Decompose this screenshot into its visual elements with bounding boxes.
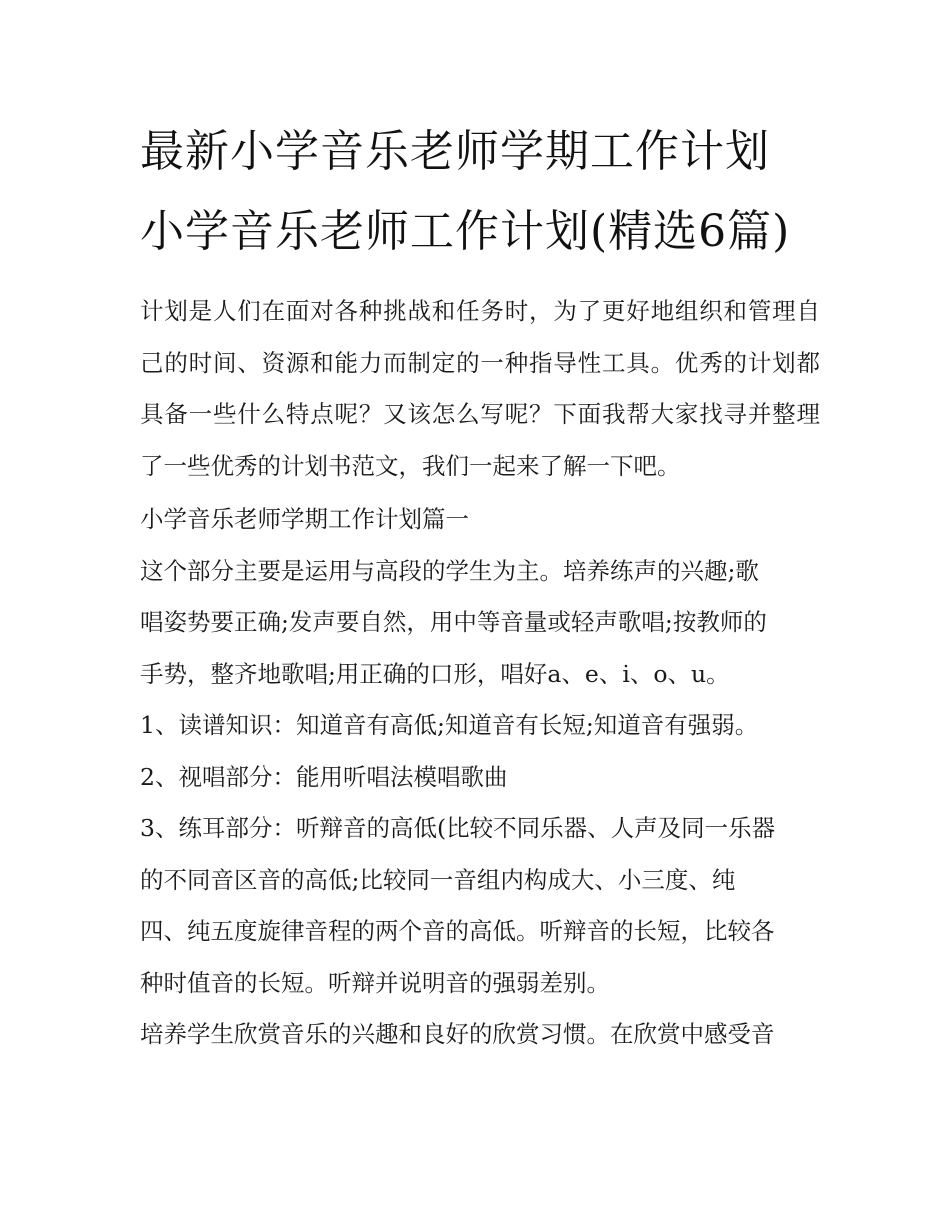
body-line: 四、纯五度旋律音程的两个音的高低。听辩音的长短，比较各 — [140, 917, 775, 945]
document-page — [140, 112, 820, 1061]
body-line: 的不同音区音的高低;比较同一音组内构成大、小三度、纯 — [140, 865, 736, 894]
section-heading: 小学音乐老师学期工作计划篇一 — [140, 505, 469, 533]
body-line: 手势，整齐地歌唱;用正确的口形，唱好a、e、i、o、u。 — [140, 659, 730, 688]
intro-paragraph: 计划是人们在面对各种挑战和任务时，为了更好地组织和管理自己的时间、资源和能力而制定的一种指导性工具。优秀的计划都具备一些什么特点呢？又该怎么写呢？下面我帮大家找寻并整理了一些优秀的计划书范文，我们一起来了解一下吧。 — [140, 297, 820, 480]
list-item-reading: 1、读谱知识：知道音有高低;知道音有长短;知道音有强弱。 — [140, 711, 759, 739]
body-line: 培养学生欣赏音乐的兴趣和良好的欣赏习惯。在欣赏中感受音 — [140, 1020, 775, 1048]
list-item-sight-singing: 2、视唱部分：能用听唱法模唱歌曲 — [140, 762, 508, 791]
body-line: 唱姿势要正确;发声要自然，用中等音量或轻声歌唱;按教师的 — [140, 608, 767, 636]
document-title: 最新小学音乐老师学期工作计划 小学音乐老师工作计划(精选6篇) — [140, 126, 791, 257]
list-item-ear-training: 3、练耳部分：听辩音的高低(比较不同乐器、人声及同一乐器 — [140, 814, 776, 842]
body-line: 种时值音的长短。听辩并说明音的强弱差别。 — [140, 968, 610, 997]
body-line: 这个部分主要是运用与高段的学生为主。培养练声的兴趣;歌 — [140, 556, 759, 585]
